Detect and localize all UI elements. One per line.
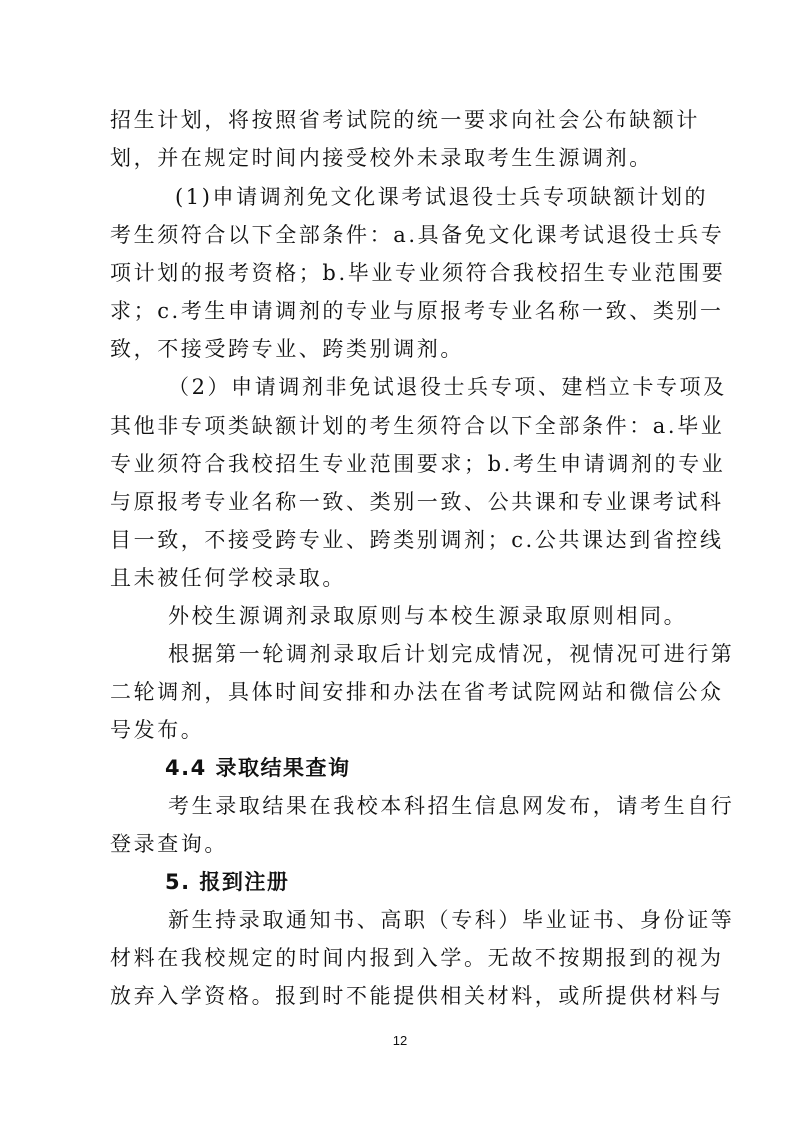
body-text-line: 求；c.考生申请调剂的专业与原报考专业名称一致、类别一	[110, 299, 724, 323]
body-text-line: 号发布。	[110, 718, 205, 742]
page-number: 12	[392, 1033, 408, 1048]
body-text-line: 考生录取结果在我校本科招生信息网发布，请考生自行	[168, 794, 735, 818]
section-heading-5: 5. 报到注册	[165, 870, 290, 894]
body-text-line: (1)申请调剂免文化课考试退役士兵专项缺额计划的	[175, 185, 709, 209]
body-text-line: 二轮调剂，具体时间安排和办法在省考试院网站和微信公众	[110, 680, 724, 704]
body-text-line: 招生计划，将按照省考试院的统一要求向社会公布缺额计	[110, 108, 700, 132]
body-text-line: 外校生源调剂录取原则与本校生源录取原则相同。	[168, 604, 688, 628]
body-text-line: 材料在我校规定的时间内报到入学。无故不按期报到的视为	[110, 946, 724, 970]
body-text-line: 考生须符合以下全部条件：a.具备免文化课考试退役士兵专	[110, 223, 725, 247]
body-text-line: 根据第一轮调剂录取后计划完成情况，视情况可进行第	[168, 642, 735, 666]
body-text-line: 新生持录取通知书、高职（专科）毕业证书、身份证等	[168, 908, 735, 932]
body-text-line: （2）申请调剂非免试退役士兵专项、建档立卡专项及	[168, 375, 727, 399]
body-text-line: 专业须符合我校招生专业范围要求；b.考生申请调剂的专业	[110, 452, 726, 476]
body-text-line: 且未被任何学校录取。	[110, 566, 346, 590]
body-text-line: 放弃入学资格。报到时不能提供相关材料，或所提供材料与	[110, 984, 724, 1008]
body-text-line: 目一致，不接受跨专业、跨类别调剂；c.公共课达到省控线	[110, 528, 724, 552]
body-text-line: 致，不接受跨专业、跨类别调剂。	[110, 337, 464, 361]
body-text-line: 与原报考专业名称一致、类别一致、公共课和专业课考试科	[110, 490, 724, 514]
body-text-line: 划，并在规定时间内接受校外未录取考生生源调剂。	[110, 146, 653, 170]
body-text-line: 其他非专项类缺额计划的考生须符合以下全部条件：a.毕业	[110, 414, 725, 438]
body-text-line: 项计划的报考资格；b.毕业专业须符合我校招生专业范围要	[110, 261, 726, 285]
body-text-line: 登录查询。	[110, 832, 228, 856]
section-heading-4-4: 4.4 录取结果查询	[165, 756, 351, 780]
